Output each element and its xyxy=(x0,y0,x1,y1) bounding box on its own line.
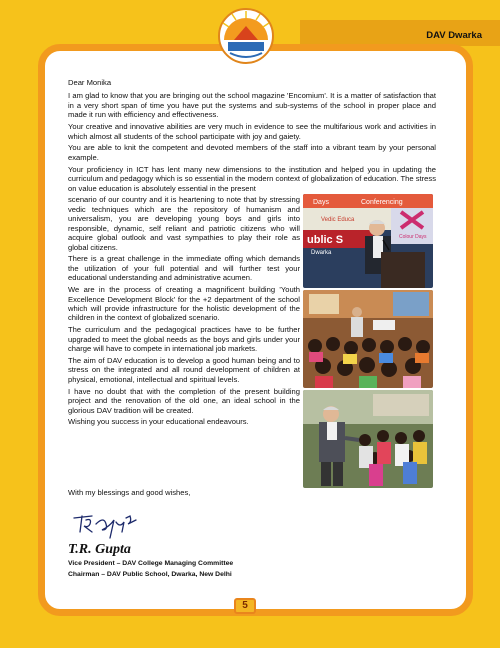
paragraph: I am glad to know that you are bringing out the school magazine 'Encomium'. It is a matter of satisfaction that in a very short span of time you have put the systems and sub-systems of the school in proper place and made it run with efficiency and effectiveness. xyxy=(68,91,436,120)
dav-logo-icon xyxy=(216,6,276,66)
narrow-column xyxy=(68,195,300,426)
paragraph: Your proficiency in ICT has lent many new dimensions to the institution and helped you in updating the curriculum and pedagogy which is so essential in the modern context of globalization of education. The stress on value education is absolutely essential in the present xyxy=(68,164,436,193)
paragraph: The aim of DAV education is to develop a good human being and to stress on the integrated and all round development of children at physical, emotional, intellectual and spiritual levels. xyxy=(68,355,300,384)
photo-children-audience xyxy=(303,290,433,388)
paragraph: scenario of our country and it is heartening to note that by stressing vedic techniques which are the repository of humanism and universalism, you are developing young boys and girls into responsible, dynamic, self reliant and patriotic citizens who will acquire global outlook and vast sympathies to play their role as global citizens. xyxy=(68,195,300,252)
paragraph: You are able to knit the competent and devoted members of the staff into a vibrant team by your personal example. xyxy=(68,143,436,162)
paragraph: Wishing you success in your educational endeavours. xyxy=(68,417,249,427)
paragraph: Your creative and innovative abilities are very much in evidence to see the multifarious work and activities in which almost all students of the school participate with joy and gaiety. xyxy=(68,122,436,141)
paragraph: The curriculum and the pedagogical practices have to be further upgraded to meet the global needs as the boys and girls under your charge will have to compete in international job markets. xyxy=(68,325,300,354)
salutation: Dear Monika xyxy=(68,78,112,87)
closing-line: With my blessings and good wishes, xyxy=(68,488,191,497)
banner-text-days: Days xyxy=(313,199,329,206)
banner-text-dwarka: Dwarka xyxy=(311,250,332,256)
photo-greeting-children xyxy=(303,390,433,488)
page-number: 5 xyxy=(234,598,256,614)
paragraph: We are in the process of creating a magnificent building 'Youth Excellence Development Block' for the +2 department of the school which will provide infrastructure for the holistic development of the children in the context of globalized scenario. xyxy=(68,285,300,323)
paragraph: I have no doubt that with the completion of the present building project and the renovation of the old one, an ideal school in the glorious DAV tradition will be created. xyxy=(68,386,300,415)
banner-text-colour-days: Colour Days xyxy=(399,234,427,240)
photo-speaker-podium xyxy=(303,194,433,288)
school-name: DAV Dwarka xyxy=(426,30,482,41)
signatory-title-1: Vice President – DAV College Managing Committee xyxy=(68,560,234,567)
banner-text-public: ublic S xyxy=(307,234,344,246)
paragraph: There is a great challenge in the immediate offing which demands the utilization of your full potential and will further test your educational understanding and administrative acumen. xyxy=(68,254,300,283)
banner-text-vedic: Vedic Educa xyxy=(321,217,355,223)
handwritten-signature xyxy=(70,508,140,540)
banner-text-conferencing: Conferencing xyxy=(361,199,403,206)
signatory-name: T.R. Gupta xyxy=(68,542,131,557)
signatory-title-2: Chairman – DAV Public School, Dwarka, New Delhi xyxy=(68,571,232,578)
